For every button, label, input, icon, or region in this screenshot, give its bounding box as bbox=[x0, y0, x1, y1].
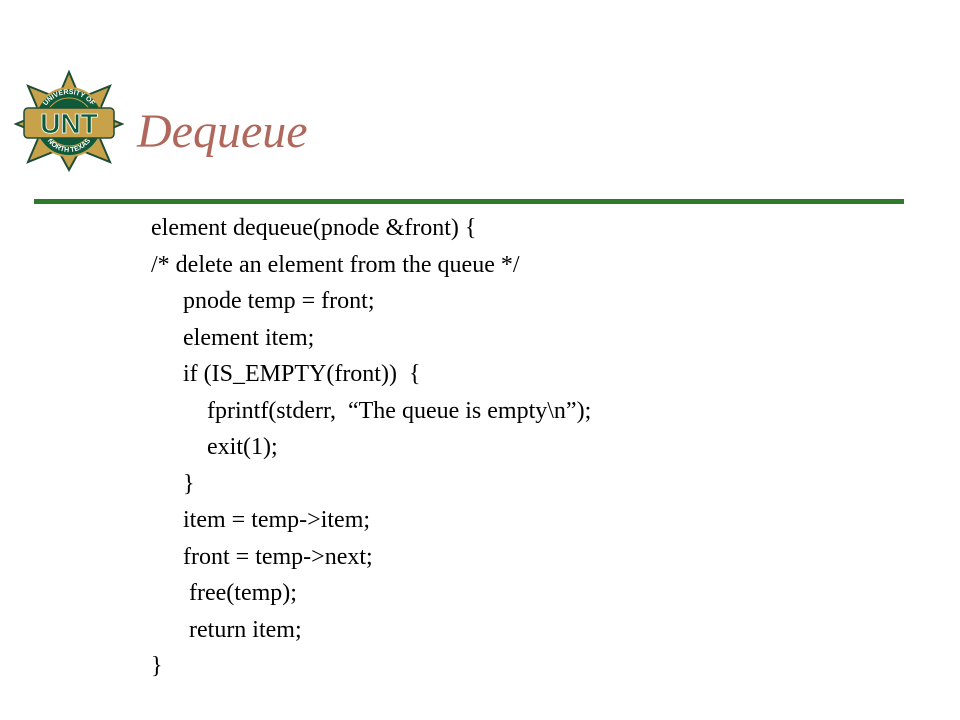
code-line: item = temp->item; bbox=[183, 507, 371, 533]
code-line: pnode temp = front; bbox=[183, 288, 375, 314]
code-line: front = temp->next; bbox=[183, 543, 373, 570]
code-line: element dequeue(pnode &front) { bbox=[151, 215, 477, 241]
code-line: return item; bbox=[189, 616, 302, 643]
logo-text: UNT bbox=[40, 108, 98, 139]
code-line: exit(1); bbox=[207, 434, 278, 460]
code-line: element item; bbox=[183, 324, 315, 351]
code-line: } bbox=[183, 470, 195, 497]
code-block bbox=[151, 210, 591, 685]
code-line: free(temp); bbox=[189, 580, 297, 606]
code-line: fprintf(stderr, “The queue is empty\n”); bbox=[207, 397, 592, 424]
slide-title: Dequeue bbox=[137, 105, 308, 158]
unt-logo bbox=[14, 70, 124, 172]
logo-ring-bottom-text: NORTH TEXAS bbox=[45, 137, 93, 155]
code-line: if (IS_EMPTY(front)) { bbox=[183, 361, 421, 387]
code-line: } bbox=[151, 653, 163, 679]
code-line: /* delete an element from the queue */ bbox=[151, 251, 520, 278]
logo-ring-top-text: UNIVERSITY OF bbox=[42, 88, 96, 108]
title-divider bbox=[34, 199, 904, 204]
